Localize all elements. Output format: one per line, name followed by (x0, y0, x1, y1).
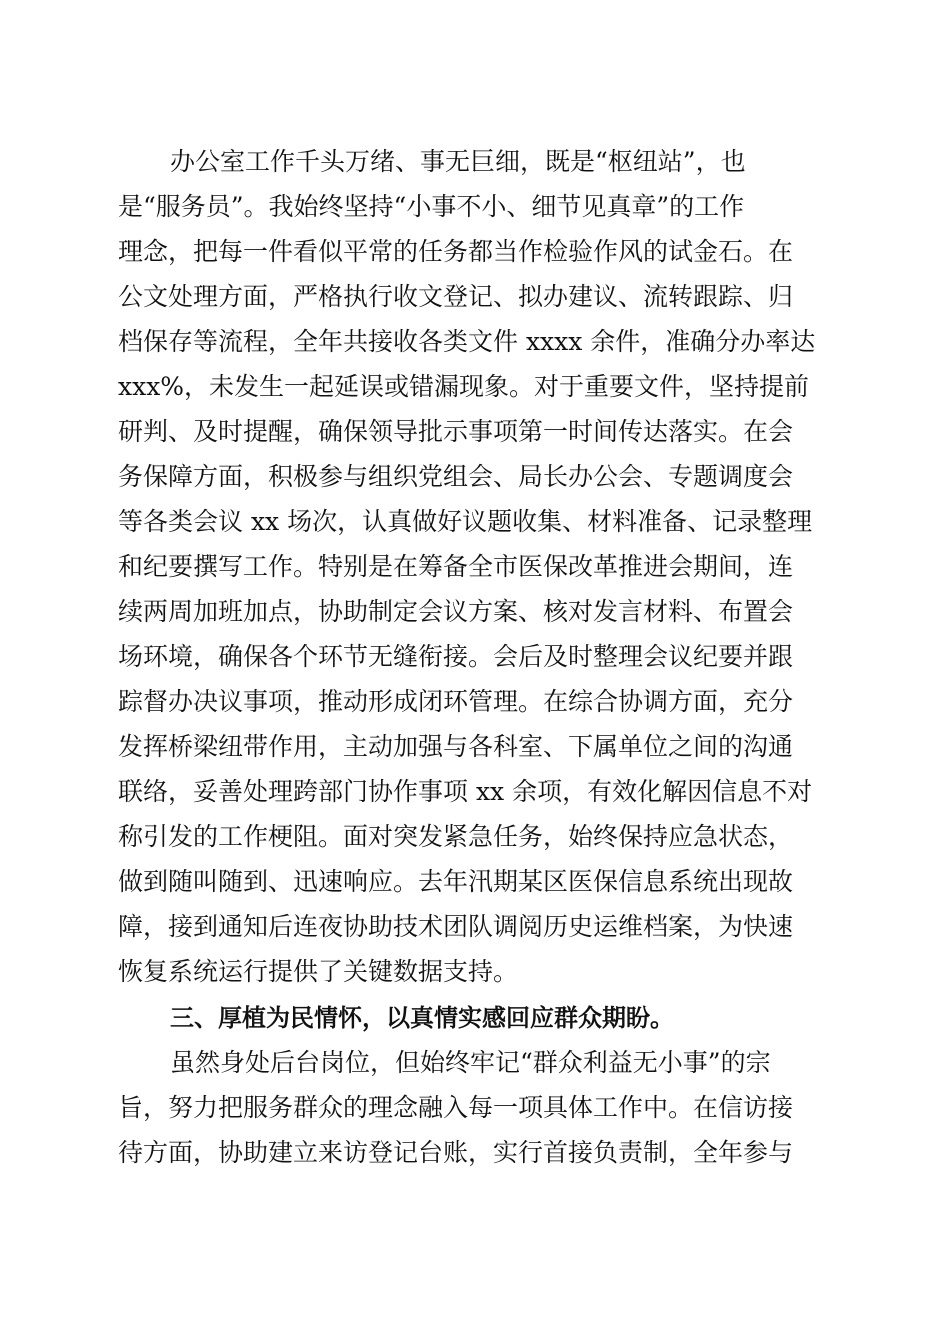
paragraph-line: 虽然身处后台岗位，但始终牢记“群众利益无小事”的宗 (170, 1048, 771, 1077)
paragraph-line: 和纪要撰写工作。特别是在筹备全市医保改革推进会期间，连 (118, 552, 794, 581)
paragraph-line: 续两周加班加点，协助制定会议方案、核对发言材料、布置会 (118, 597, 794, 626)
paragraph-line: 待方面，协助建立来访登记台账，实行首接负责制，全年参与 (118, 1138, 794, 1167)
paragraph-line: 研判、及时提醒，确保领导批示事项第一时间传达落实。在会 (118, 417, 794, 446)
paragraph-line: 障，接到通知后连夜协助技术团队调阅历史运维档案，为快速 (118, 912, 794, 941)
paragraph-line: 等各类会议 xx 场次，认真做好议题收集、材料准备、记录整理 (118, 507, 813, 536)
paragraph-line: 发挥桥梁纽带作用，主动加强与各科室、下属单位之间的沟通 (118, 732, 794, 761)
paragraph-line: 公文处理方面，严格执行收文登记、拟办建议、流转跟踪、归 (118, 282, 794, 311)
paragraph-line: 旨，努力把服务群众的理念融入每一项具体工作中。在信访接 (118, 1093, 794, 1122)
paragraph-line: xxx%，未发生一起延误或错漏现象。对于重要文件，坚持提前 (118, 372, 810, 401)
paragraph-line: 是“服务员”。我始终坚持“小事不小、细节见真章”的工作 (118, 192, 745, 221)
paragraph-line: 踪督办决议事项，推动形成闭环管理。在综合协调方面，充分 (118, 687, 794, 716)
paragraph-line: 理念，把每一件看似平常的任务都当作检验作风的试金石。在 (118, 237, 794, 266)
paragraph-line: 称引发的工作梗阻。面对突发紧急任务，始终保持应急状态， (118, 822, 794, 851)
paragraph-line: 做到随叫随到、迅速响应。去年汛期某区医保信息系统出现故 (118, 867, 794, 896)
paragraph-line: 务保障方面，积极参与组织党组会、局长办公会、专题调度会 (118, 462, 794, 491)
paragraph-line: 恢复系统运行提供了关键数据支持。 (118, 957, 519, 986)
paragraph-line: 档保存等流程，全年共接收各类文件 xxxx 余件，准确分办率达 (118, 327, 816, 356)
paragraph-line: 场环境，确保各个环节无缝衔接。会后及时整理会议纪要并跟 (118, 642, 794, 671)
paragraph-line: 联络，妥善处理跨部门协作事项 xx 余项，有效化解因信息不对 (118, 777, 813, 806)
section-heading: 三、厚植为民情怀，以真情实感回应群众期盼。 (170, 1004, 674, 1032)
paragraph-line: 办公室工作千头万绪、事无巨细，既是“枢纽站”，也 (170, 147, 746, 176)
